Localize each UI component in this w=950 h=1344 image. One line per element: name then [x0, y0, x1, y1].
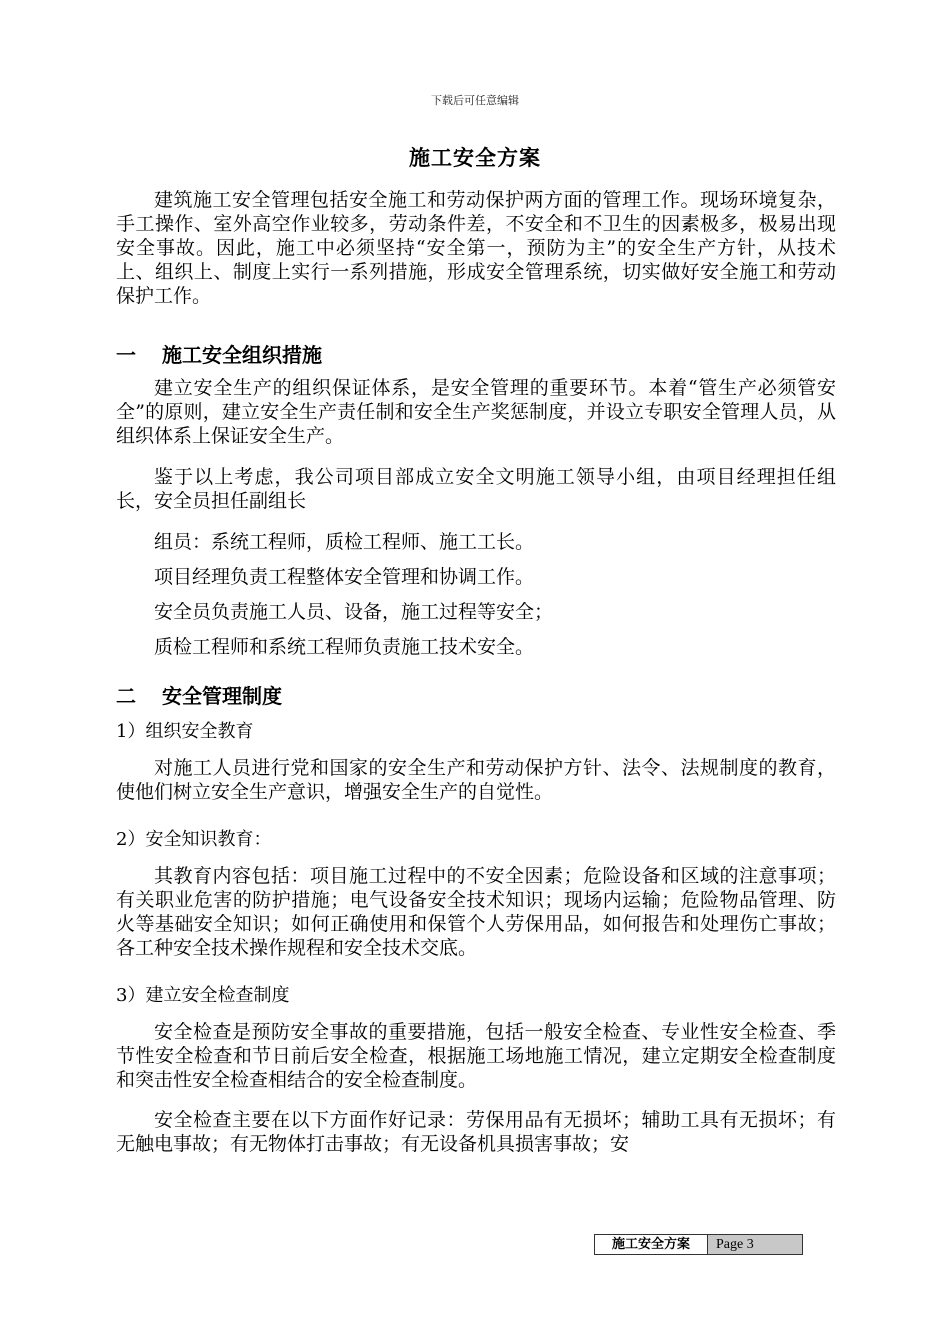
document-title: 施工安全方案: [409, 145, 541, 170]
section-1-paragraph: 项目经理负责工程整体安全管理和协调工作。: [154, 566, 535, 588]
intro-paragraph: 建筑施工安全管理包括安全施工和劳动保护两方面的管理工作。现场环境复杂，手工操作、室外高空作业较多，劳动条件差，不安全和不卫生的因素极多，极易出现安全事故。因此，施工中必须坚持“安全第一，预防为主”的安全生产方针，从技术上、组织上、制度上实行一系列措施，形成安全管理系统，切实做好安全施工和劳动保护工作。: [116, 189, 836, 307]
subsection-3-paragraph: 安全检查是预防安全事故的重要措施，包括一般安全检查、专业性安全检查、季节性安全检查和节日前后安全检查，根据施工场地施工情况，建立定期安全检查制度和突击性安全检查相结合的安全检查制度。: [116, 1021, 836, 1091]
section-1-title: 施工安全组织措施: [162, 343, 322, 367]
subsection-2-paragraph: 其教育内容包括：项目施工过程中的不安全因素；危险设备和区域的注意事项；有关职业危害的防护措施；电气设备安全技术知识；现场内运输；危险物品管理、防火等基础安全知识；如何正确使用和保管个人劳保用品，如何报告和处理伤亡事故；各工种安全技术操作规程和安全技术交底。: [116, 865, 836, 959]
section-1-paragraph: 质检工程师和系统工程师负责施工技术安全。: [154, 636, 535, 658]
section-2-heading: [116, 683, 836, 709]
section-1-paragraph: 鉴于以上考虑，我公司项目部成立安全文明施工领导小组，由项目经理担任组长，安全员担任副组长: [116, 466, 836, 512]
section-1-paragraph: 组员：系统工程师，质检工程师、施工工长。: [154, 531, 535, 553]
subsection-2-heading: 2）安全知识教育：: [116, 829, 272, 850]
section-1-number: 一: [116, 343, 136, 367]
footer-title: 施工安全方案: [595, 1235, 708, 1254]
section-2-number: 二: [116, 684, 136, 708]
header-note: 下载后可任意编辑: [431, 94, 519, 107]
subsection-1-paragraph: 对施工人员进行党和国家的安全生产和劳动保护方针、法令、法规制度的教育，使他们树立安全生产意识，增强安全生产的自觉性。: [116, 757, 836, 803]
section-1-heading: [116, 342, 836, 368]
section-2-title: 安全管理制度: [162, 684, 282, 708]
subsection-3-heading: 3）建立安全检查制度: [116, 985, 290, 1006]
subsection-1-heading: 1）组织安全教育: [116, 721, 254, 742]
document-body: [116, 188, 836, 1156]
subsection-3-paragraph: 安全检查主要在以下方面作好记录：劳保用品有无损坏；辅助工具有无损坏；有无触电事故；有无物体打击事故；有无设备机具损害事故；安: [116, 1109, 836, 1155]
footer-page-number: Page 3: [708, 1235, 802, 1254]
section-1-paragraph: 安全员负责施工人员、设备，施工过程等安全；: [154, 601, 554, 623]
page-footer: [594, 1234, 803, 1255]
section-1-paragraph: 建立安全生产的组织保证体系，是安全管理的重要环节。本着“管生产必须管安全”的原则，建立安全生产责任制和安全生产奖惩制度，并设立专职安全管理人员，从组织体系上保证安全生产。: [116, 377, 836, 447]
